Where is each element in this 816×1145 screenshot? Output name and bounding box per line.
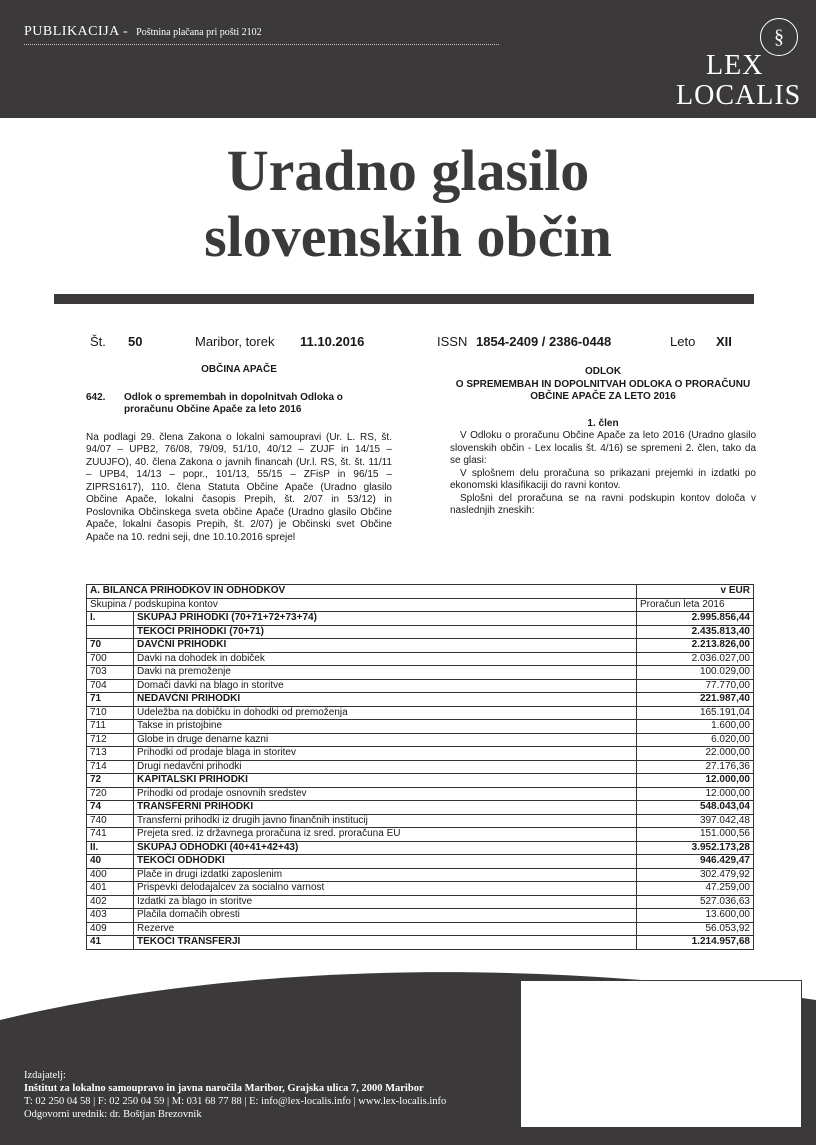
table-row (87, 922, 754, 936)
row-label: Plačila domačih obresti (134, 909, 637, 923)
table-row (87, 666, 754, 680)
issue-place: Maribor, torek (195, 334, 275, 349)
row-amount: 1.600,00 (637, 720, 754, 734)
table-row (87, 639, 754, 653)
row-code: 402 (87, 895, 134, 909)
row-amount: 2.995.856,44 (637, 612, 754, 626)
row-amount: 47.259,00 (637, 882, 754, 896)
row-amount: 151.000,56 (637, 828, 754, 842)
row-label: Globe in druge denarne kazni (134, 733, 637, 747)
row-amount: 2.435.813,40 (637, 625, 754, 639)
table-row (87, 828, 754, 842)
row-label: Plače in drugi izdatki zaposlenim (134, 868, 637, 882)
publisher-info (24, 1069, 446, 1121)
left-column (86, 364, 392, 544)
row-code: 712 (87, 733, 134, 747)
row-code: 741 (87, 828, 134, 842)
table-row (87, 774, 754, 788)
row-label: TEKOČI PRIHODKI (70+71) (134, 625, 637, 639)
row-code: 70 (87, 639, 134, 653)
row-code: 710 (87, 706, 134, 720)
title-rule (54, 294, 754, 304)
table-row (87, 841, 754, 855)
title-line-1: Uradno glasilo (226, 138, 590, 203)
table-currency: v EUR (637, 585, 754, 599)
publication-separator: - (118, 24, 133, 39)
publisher-contacts: T: 02 250 04 58 | F: 02 250 04 59 | M: 031 68 77 88 | E: info@lex-localis.info | www.lex-localis.info (24, 1096, 447, 1107)
row-code: 740 (87, 814, 134, 828)
row-amount: 527.036,63 (637, 895, 754, 909)
act-heading (86, 392, 392, 417)
row-label: SKUPAJ PRIHODKI (70+71+72+73+74) (134, 612, 637, 626)
editor-in-chief: Odgovorni urednik: dr. Boštjan Brezovnik (24, 1109, 202, 1120)
logo-localis-text: LOCALIS (676, 80, 802, 111)
row-code: 700 (87, 652, 134, 666)
article-paragraph-1: V Odloku o proračunu Občine Apače za leto 2016 (Uradno glasilo slovenskih občin - Lex localis št. 4/16) se spremeni 2. člen, tako da se glasi: (450, 430, 756, 466)
row-label: Transferni prihodki iz drugih javno finančnih institucij (134, 814, 637, 828)
table-subheader-row (87, 598, 754, 612)
dotted-divider (24, 44, 499, 45)
row-amount: 397.042,48 (637, 814, 754, 828)
row-amount: 13.600,00 (637, 909, 754, 923)
table-subheader: Skupina / podskupina kontov (87, 598, 637, 612)
publication-label: PUBLIKACIJA (24, 24, 119, 39)
row-label: SKUPAJ ODHODKI (40+41+42+43) (134, 841, 637, 855)
logo-lex-text: LEX (706, 50, 764, 81)
lex-localis-logo (676, 14, 806, 111)
table-row (87, 801, 754, 815)
row-amount: 1.214.957,68 (637, 936, 754, 950)
row-label: Prihodki od prodaje osnovnih sredstev (134, 787, 637, 801)
table-row (87, 868, 754, 882)
row-code: 704 (87, 679, 134, 693)
row-amount: 165.191,04 (637, 706, 754, 720)
table-row (87, 679, 754, 693)
row-label: Takse in pristojbine (134, 720, 637, 734)
row-code: 711 (87, 720, 134, 734)
table-row (87, 747, 754, 761)
preamble-text: Na podlagi 29. člena Zakona o lokalni samoupravi (Ur. L. RS, št. 94/07 – UPB2, 76/08, 79/09, 51/10, 40/12 – ZUJF in 14/15 – ZUUJFO), 40. člena Zakona o javnih financah (Ur.l. RS, št. št. 11/11 – UPB4, 14/13 – popr., 101/13, 55/15 – ZFisP in 96/15 – ZIPRS1617), 110. člena Statuta Občine Apače (Uradno glasilo Občine Apače, lokalni časopis Prepih, št. 2/07 in 53/12) in Poslovnika Občinskega sveta občine Apače (Uradno glasilo Občine Apače, lokalni časopis Prepih, št. 2/07) je Občinski svet Občine Apače na 10. redni seji, dne 10.10.2016 sprejel (86, 431, 392, 543)
row-code: 403 (87, 909, 134, 923)
row-code: 409 (87, 922, 134, 936)
table-row (87, 733, 754, 747)
row-code: 72 (87, 774, 134, 788)
table-row (87, 855, 754, 869)
issue-number-label: Št. (90, 334, 106, 349)
row-amount: 12.000,00 (637, 774, 754, 788)
row-code: 703 (87, 666, 134, 680)
table-row (87, 814, 754, 828)
row-label: Prispevki delodajalcev za socialno varnost (134, 882, 637, 896)
table-title-row (87, 585, 754, 599)
footer-blank-box (520, 980, 802, 1128)
row-label: DAVČNI PRIHODKI (134, 639, 637, 653)
table-row (87, 652, 754, 666)
row-label: Davki na premoženje (134, 666, 637, 680)
row-code: 401 (87, 882, 134, 896)
row-label: TEKOČI TRANSFERJI (134, 936, 637, 950)
table-row (87, 936, 754, 950)
title-line-2: slovenskih občin (204, 204, 612, 269)
act-number: 642. (86, 391, 106, 403)
table-row (87, 720, 754, 734)
row-label: Davki na dohodek in dobiček (134, 652, 637, 666)
paragraph-icon: § (760, 18, 798, 56)
table-row (87, 760, 754, 774)
row-code: 74 (87, 801, 134, 815)
row-code: 400 (87, 868, 134, 882)
table-row (87, 625, 754, 639)
row-label: TEKOČI ODHODKI (134, 855, 637, 869)
row-amount: 3.952.173,28 (637, 841, 754, 855)
row-code: 40 (87, 855, 134, 869)
municipality-heading: OBČINA APAČE (201, 364, 277, 375)
row-amount: 548.043,04 (637, 801, 754, 815)
table-row (87, 612, 754, 626)
year-value: XII (716, 334, 732, 349)
row-amount: 22.000,00 (637, 747, 754, 761)
row-amount: 77.770,00 (637, 679, 754, 693)
publisher-name: Inštitut za lokalno samoupravo in javna naročila Maribor, Grajska ulica 7, 2000 Maribor (24, 1083, 424, 1094)
table-title: A. BILANCA PRIHODKOV IN ODHODKOV (87, 585, 637, 599)
year-label: Leto (670, 334, 696, 349)
row-amount: 6.020,00 (637, 733, 754, 747)
row-code: I. (87, 612, 134, 626)
budget-table (86, 584, 754, 950)
row-code: II. (87, 841, 134, 855)
row-code: 714 (87, 760, 134, 774)
publisher-label: Izdajatelj: (24, 1070, 66, 1081)
decree-subheading: O SPREMEMBAH IN DOPOLNITVAH ODLOKA O PRORAČUNU OBČINE APAČE ZA LETO 2016 (455, 378, 751, 402)
decree-heading: ODLOK (584, 366, 622, 377)
row-amount: 302.479,92 (637, 868, 754, 882)
row-code: 71 (87, 693, 134, 707)
table-row (87, 693, 754, 707)
table-subheader-amount: Proračun leta 2016 (637, 598, 754, 612)
issue-number: 50 (128, 334, 143, 349)
row-label: Izdatki za blago in storitve (134, 895, 637, 909)
row-label: Domači davki na blago in storitve (134, 679, 637, 693)
row-amount: 100.029,00 (637, 666, 754, 680)
page-title (0, 138, 816, 270)
issn-label: ISSN (437, 334, 468, 349)
postage-note: Poštnina plačana pri pošti 2102 (136, 27, 262, 38)
row-amount: 2.213.826,00 (637, 639, 754, 653)
row-amount: 946.429,47 (637, 855, 754, 869)
act-title: Odlok o spremembah in dopolnitvah Odloka o proračunu Občine Apače za leto 2016 (124, 391, 343, 415)
row-label: Prejeta sred. iz državnega proračuna iz sred. proračuna EU (134, 828, 637, 842)
row-code (87, 625, 134, 639)
table-row (87, 706, 754, 720)
article-heading: 1. člen (587, 417, 619, 429)
row-amount: 12.000,00 (637, 787, 754, 801)
right-column (450, 364, 756, 518)
row-code: 41 (87, 936, 134, 950)
row-label: Drugi nedavčni prihodki (134, 760, 637, 774)
article-paragraph-3: Splošni del proračuna se na ravni podskupin kontov določa v naslednjih zneskih: (450, 492, 756, 516)
row-label: Rezerve (134, 922, 637, 936)
table-row (87, 787, 754, 801)
article-paragraph-2: V splošnem delu proračuna so prikazani prejemki in izdatki po ekonomski klasifikaciji do ravni kontov. (450, 467, 756, 491)
publication-line (24, 22, 262, 40)
table-row (87, 882, 754, 896)
row-label: KAPITALSKI PRIHODKI (134, 774, 637, 788)
row-label: NEDAVČNI PRIHODKI (134, 693, 637, 707)
issn-value: 1854-2409 / 2386-0448 (476, 334, 612, 349)
row-code: 720 (87, 787, 134, 801)
row-amount: 56.053,92 (637, 922, 754, 936)
table-row (87, 895, 754, 909)
row-label: Udeležba na dobičku in dohodki od premoženja (134, 706, 637, 720)
row-label: TRANSFERNI PRIHODKI (134, 801, 637, 815)
row-code: 713 (87, 747, 134, 761)
row-amount: 27.176,36 (637, 760, 754, 774)
row-label: Prihodki od prodaje blaga in storitev (134, 747, 637, 761)
table-row (87, 909, 754, 923)
row-amount: 2.036.027,00 (637, 652, 754, 666)
row-amount: 221.987,40 (637, 693, 754, 707)
issue-date: 11.10.2016 (300, 334, 365, 349)
